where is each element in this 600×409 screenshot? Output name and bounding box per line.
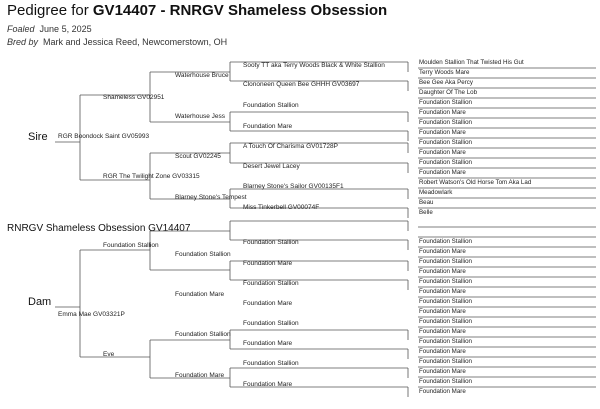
foaled-label: Foaled [7,24,35,34]
gen5-dam-4[interactable]: Foundation Mare [419,268,466,275]
gen5-dam-10[interactable]: Foundation Mare [419,328,466,335]
gen4-dam-8[interactable]: Foundation Mare [243,381,293,388]
gen5-sire-1[interactable]: Moulden Stallion That Twisted His Gut [419,59,524,66]
dam-name[interactable]: Emma Mae GV03321P [58,311,125,318]
gen5-dam-12[interactable]: Foundation Mare [419,348,466,355]
gen5-sire-16[interactable]: Belle [419,209,433,216]
dam-dam-sire-name[interactable]: Foundation Stallion [175,331,231,338]
sire-sire-sire-name[interactable]: Waterhouse Bruce [175,72,229,79]
gen5-dam-7[interactable]: Foundation Stallion [419,298,472,305]
gen4-dam-4[interactable]: Foundation Mare [243,300,293,307]
gen5-sire-8[interactable]: Foundation Mare [419,129,466,136]
sire-name[interactable]: RGR Boondock Saint GV05993 [58,133,150,140]
sire-sire-dam-name[interactable]: Waterhouse Jess [175,113,225,120]
sire-sire-name[interactable]: Shameless GV02951 [103,94,165,101]
gen5-dam-15[interactable]: Foundation Stallion [419,378,472,385]
bred-by-label: Bred by [7,37,39,47]
gen4-dam-2[interactable]: Foundation Mare [243,260,293,267]
dam-dam-name[interactable]: Eve [103,351,115,358]
gen4-sire-8[interactable]: Miss Tinkerbell GV00074F [243,204,320,211]
gen5-sire-9[interactable]: Foundation Stallion [419,139,472,146]
gen4-dam-6[interactable]: Foundation Mare [243,340,293,347]
dam-side-label: Dam [28,296,52,308]
gen5-sire-7[interactable]: Foundation Stallion [419,119,472,126]
gen5-sire-11[interactable]: Foundation Stallion [419,159,472,166]
title-prefix: Pedigree for [7,2,93,19]
gen4-sire-6[interactable]: Desert Jewel Lacey [243,163,300,170]
sire-dam-name[interactable]: RGR The Twilight Zone GV03315 [103,173,200,180]
sire-dam-dam-name[interactable]: Blarney Stone's Tempest [175,194,247,201]
gen5-dam-1[interactable]: Foundation Stallion [419,238,472,245]
gen5-dam-8[interactable]: Foundation Mare [419,308,466,315]
dam-dam-dam-name[interactable]: Foundation Mare [175,372,225,379]
gen4-dam-3[interactable]: Foundation Stallion [243,280,299,287]
title-registration: GV14407 [92,2,157,19]
gen4-sire-5[interactable]: A Touch Of Charisma GV01728P [243,143,338,150]
title-horse-name: RNRGV Shameless Obsession [169,2,388,19]
gen5-dam-6[interactable]: Foundation Mare [419,288,466,295]
gen5-sire-4[interactable]: Daughter Of The Lob [419,89,478,96]
gen4-dam-1[interactable]: Foundation Stallion [243,239,299,246]
gen5-dam-5[interactable]: Foundation Stallion [419,278,472,285]
gen5-sire-14[interactable]: Meadowlark [419,189,453,196]
bred-by-value: Mark and Jessica Reed, Newcomerstown, OH [43,37,228,47]
dam-sire-sire-name[interactable]: Foundation Stallion [175,251,231,258]
subject-horse-name: RNRGV Shameless Obsession GV14407 [7,223,191,234]
gen4-sire-1[interactable]: Sooty TT aka Terry Woods Black & White Stallion [243,62,385,69]
gen5-dam-14[interactable]: Foundation Mare [419,368,466,375]
gen5-dam-13[interactable]: Foundation Stallion [419,358,472,365]
gen5-sire-10[interactable]: Foundation Mare [419,149,466,156]
dam-sire-name[interactable]: Foundation Stallion [103,242,159,249]
gen4-sire-7[interactable]: Blarney Stone's Sailor GV00135F1 [243,183,344,190]
gen5-sire-5[interactable]: Foundation Stallion [419,99,472,106]
sire-dam-sire-name[interactable]: Scout GV02245 [175,153,221,160]
gen4-sire-2[interactable]: Clononeen Queen Bee GHHH GV03697 [243,81,360,88]
gen4-dam-7[interactable]: Foundation Stallion [243,360,299,367]
gen5-sire-2[interactable]: Terry Woods Mare [419,69,470,76]
gen5-sire-3[interactable]: Bee Gee Aka Percy [419,79,473,86]
gen5-dam-11[interactable]: Foundation Stallion [419,338,472,345]
sire-side-label: Sire [28,131,48,143]
gen5-sire-13[interactable]: Robert Watson's Old Horse Tom Aka Lad [419,179,532,186]
gen5-dam-3[interactable]: Foundation Stallion [419,258,472,265]
foaled-date: June 5, 2025 [39,24,92,34]
dam-sire-dam-name[interactable]: Foundation Mare [175,291,225,298]
gen5-dam-16[interactable]: Foundation Mare [419,388,466,395]
title-separator: - [156,2,170,19]
gen4-sire-3[interactable]: Foundation Stallion [243,102,299,109]
gen5-dam-9[interactable]: Foundation Stallion [419,318,472,325]
gen5-sire-12[interactable]: Foundation Mare [419,169,466,176]
gen5-dam-2[interactable]: Foundation Mare [419,248,466,255]
gen5-sire-6[interactable]: Foundation Mare [419,109,466,116]
gen5-sire-15[interactable]: Beau [419,199,434,206]
gen4-dam-5[interactable]: Foundation Stallion [243,320,299,327]
gen4-sire-4[interactable]: Foundation Mare [243,123,293,130]
